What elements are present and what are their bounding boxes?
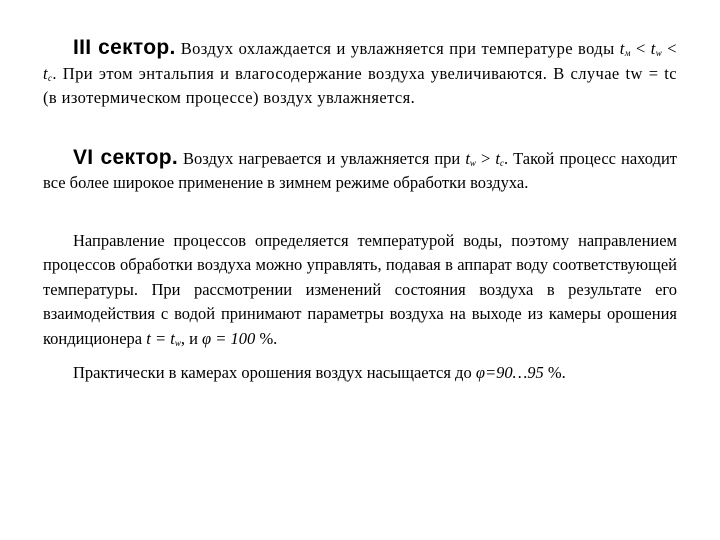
document-body bbox=[43, 36, 677, 386]
var-t-m: $t_м$ bbox=[619, 39, 631, 58]
direction-text: Направление процессов определяется температурой воды, поэтому направлением процессов обработки воздуха можно управлять, подавая в аппарат воду соответствующей температуры. При рассмотрении изменений состояния воздуха в результате его взаимодействия с водой принимают параметры воздуха на выходе из камеры орошения кондиционера bbox=[43, 230, 677, 348]
section-vi-text-2: . Такой процесс находит все более широкое применение в зимнем режиме обработки воздуха. bbox=[43, 148, 678, 192]
percent-end: %. bbox=[255, 328, 278, 348]
var-t-w: $t_w$ bbox=[650, 39, 663, 58]
direction-paragraph bbox=[43, 229, 677, 352]
section-vi-heading: VI сектор. bbox=[73, 145, 178, 169]
section-iii-text-2: . При этом энтальпия и влагосодержание воздуха увеличиваются. В случае tw = tc (в изотермическом процессе) воздух увлажняется. bbox=[43, 63, 677, 107]
section-iii-heading: III сектор. bbox=[73, 36, 176, 59]
comma-and: , и bbox=[180, 328, 203, 348]
section-vi-text-1: Воздух нагревается и увлажняется при bbox=[183, 148, 466, 168]
section-iii-text-1: Воздух охлаждается и увлажняется при температуре воды bbox=[180, 39, 620, 58]
var-t-w-2: $t_w$ bbox=[465, 148, 476, 168]
formula-phi-100: φ = 100 bbox=[202, 328, 256, 348]
formula-t-equals-tw: $t = t_w$ bbox=[146, 328, 181, 348]
practical-text: Практически в камерах орошения воздух насыщается до bbox=[73, 363, 476, 382]
formula-phi-range: φ=90…95 bbox=[475, 363, 544, 382]
var-t-c: $t_c$ bbox=[43, 63, 53, 83]
less-than-2: < bbox=[662, 39, 677, 58]
less-than-1: < bbox=[630, 39, 651, 58]
practical-end: %. bbox=[543, 363, 566, 382]
section-iii-paragraph bbox=[43, 36, 677, 111]
section-vi-paragraph bbox=[43, 146, 677, 196]
practical-paragraph bbox=[43, 361, 677, 386]
greater-than: > bbox=[475, 148, 496, 168]
var-t-c-2: $t_c$ bbox=[495, 148, 504, 168]
